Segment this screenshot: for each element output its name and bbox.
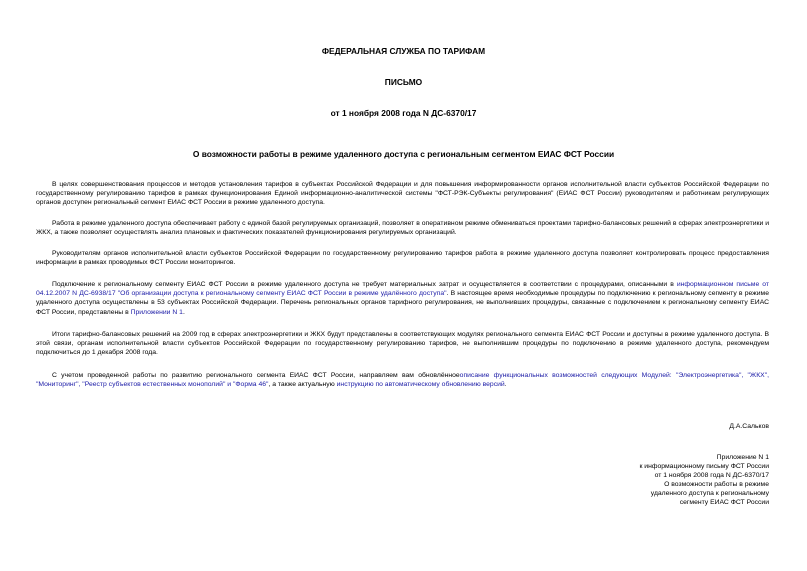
- update-instruction-link[interactable]: инструкцию по автоматическому обновлению версий: [336, 381, 505, 389]
- paragraph-6: [36, 371, 769, 389]
- document-title: О возможности работы в режиме удаленного доступа с региональным сегментом ЕИАС ФСТ России: [192, 149, 615, 159]
- appendix-line-4: О возможности работы в режиме: [664, 480, 769, 488]
- appendix-1-link[interactable]: Приложении N 1: [130, 308, 183, 316]
- paragraph-3: Руководителям органов исполнительной власти субъектов Российской Федерации по государственному регулированию тарифов работа в режиме удаленного доступа позволяет контролировать процесс предоставления информации в рамках проводимых ФСТ России мониторингов.: [36, 250, 769, 267]
- paragraph-6-text-c: .: [504, 381, 507, 389]
- document-date-number: от 1 ноября 2008 года N ДС-6370/17: [330, 108, 477, 118]
- document-type: ПИСЬМО: [384, 77, 423, 87]
- paragraph-5: Итоги тарифно-балансовых решений на 2009 год в сферах электроэнергетики и ЖКХ будут представлены в соответствующих модулях регионального сегмента ЕИАС ФСТ России и доступны в режиме удаленного доступа. В этой связи, органам исполнительной власти субъектов Российской Федерации по государственному регулированию тарифов, не выполнившим процедуры по подключению в режиме удаленного доступа, рекомендуем подключиться до 1 декабря 2008 года.: [36, 331, 769, 357]
- appendix-block: [639, 454, 769, 507]
- signature: Д.А.Сальков: [729, 423, 769, 430]
- paragraph-2: Работа в режиме удаленного доступа обеспечивает работу с единой базой регулируемых организаций, позволяет в оперативном режиме обмениваться проектами тарифно-балансовых решений в сферах электроэнергетики и ЖКХ, а также позволяет осуществлять анализ плановых и фактических показателей функционирования регулируемых организаций.: [36, 220, 769, 237]
- agency-heading: ФЕДЕРАЛЬНАЯ СЛУЖБА ПО ТАРИФАМ: [321, 46, 486, 56]
- modules-description-link[interactable]: описание функциональных возможностей следующих Модулей: "Электроэнергетика", "ЖКХ", "Мониторинг", "Реестр субъектов естественных монополий" и "Форма 46": [36, 372, 769, 389]
- paragraph-4: [36, 280, 769, 317]
- paragraph-4-text-b: . В настоящее время необходимые процедуры по подключению к региональному сегменту в режиме удаленного доступа осуществлены в 53 субъектах Российской Федерации. Перечень региональных органов тарифного регулирования, не выполнивших процедуры, связанные с подключением к региональному сегменту ЕИАС ФСТ России, представлены в: [36, 290, 769, 316]
- paragraph-6-text-b: , а также актуальную: [268, 381, 337, 389]
- appendix-line-1: Приложение N 1: [716, 454, 769, 461]
- info-letter-link[interactable]: информационном письме от 04.12.2007 N ДС-6938/17 "Об организации доступа к региональному сегменту ЕИАС ФСТ России в режиме удалённого доступа": [36, 281, 769, 298]
- paragraph-4-text-c: .: [182, 308, 185, 316]
- appendix-line-5: удаленного доступа к региональному: [650, 489, 769, 497]
- paragraph-4-text-a: Подключение к региональному сегменту ЕИАС ФСТ России в режиме удаленного доступа не требует материальных затрат и осуществляется в соответствии с процедурами, описанными в: [52, 281, 677, 288]
- paragraph-6-text-a: С учетом проведенной работы по развитию регионального сегмента ЕИАС ФСТ России, направляем вам обновлённое: [52, 372, 460, 379]
- appendix-line-3: от 1 ноября 2008 года N ДС-6370/17: [654, 471, 769, 479]
- appendix-line-6: сегменту ЕИАС ФСТ России: [679, 498, 769, 506]
- appendix-line-2: к информационному письму ФСТ России: [639, 462, 769, 470]
- paragraph-1: В целях совершенствования процессов и методов установления тарифов в субъектах Российской Федерации и для повышения информированности органов исполнительной власти субъектов Российской Федерации по государственному регулированию тарифов в рамках функционирования Единой информационно-аналитической системы "ФСТ-РЭК-Субъекты регулирования" (ЕИАС ФСТ России) руководителям и работникам регулирующих органов доступен региональный сегмент ЕИАС ФСТ России в режиме удаленного доступа.: [36, 181, 769, 207]
